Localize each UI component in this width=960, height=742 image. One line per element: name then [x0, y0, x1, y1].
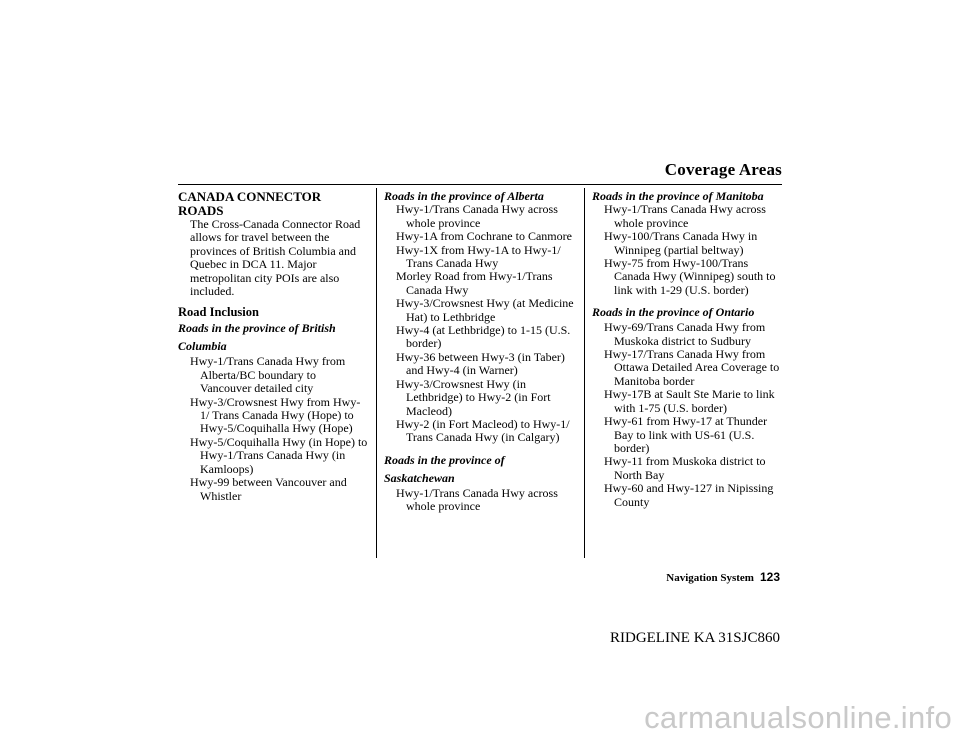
section-heading: CANADA CONNECTOR ROADS	[178, 189, 322, 218]
list-item: Hwy-5/Coquihalla Hwy (in Hope) to Hwy-1/Trans Canada Hwy (in Kamloops)	[190, 434, 368, 476]
road-list-manitoba	[592, 203, 782, 297]
list-item: Hwy-99 between Vancouver and Whistler	[190, 475, 347, 503]
column-divider-right	[584, 188, 585, 558]
road-inclusion-heading: Road Inclusion	[178, 305, 259, 320]
list-item: Hwy-2 (in Fort Macleod) to Hwy-1/ Trans Canada Hwy (in Calgary)	[396, 416, 570, 445]
list-item: Hwy-36 between Hwy-3 (in Taber) and Hwy-4 (in Warner)	[396, 349, 565, 378]
list-item: Hwy-1/Trans Canada Hwy across whole province	[396, 485, 558, 514]
list-item: Hwy-17/Trans Canada Hwy from Ottawa Detailed Area Coverage to Manitoba border	[604, 347, 780, 388]
page-title: Coverage Areas	[664, 160, 782, 179]
column-left	[178, 190, 368, 503]
page-footer	[666, 570, 780, 584]
road-list-british-columbia	[178, 355, 368, 502]
list-item: Hwy-1X from Hwy-1A to Hwy-1/ Trans Canada Hwy	[396, 242, 561, 271]
list-item: Hwy-3/Crowsnest Hwy (in Lethbridge) to Hwy-2 (in Fort Macleod)	[396, 376, 551, 418]
list-item: Hwy-17B at Sault Ste Marie to link with 1-75 (U.S. border)	[604, 387, 775, 415]
footer-section-label: Navigation System	[666, 572, 754, 584]
list-item: Hwy-75 from Hwy-100/Trans Canada Hwy (Winnipeg) south to link with 1-29 (U.S. border)	[604, 256, 776, 297]
watermark-logo: carmanualsonline.info	[644, 700, 952, 735]
intro-paragraph: The Cross-Canada Connector Road allows for travel between the provinces of British Columbia and Quebec in DCA 11. Major metropolitan city POIs are also included.	[190, 217, 361, 299]
road-list-ontario	[592, 321, 782, 509]
list-item: Hwy-1/Trans Canada Hwy across whole province	[396, 202, 558, 230]
column-middle	[384, 190, 576, 514]
road-list-saskatchewan	[384, 487, 576, 514]
road-list-alberta	[384, 203, 576, 444]
list-item: Hwy-69/Trans Canada Hwy from Muskoka district to Sudbury	[604, 320, 766, 348]
region-heading-ontario: Roads in the province of Ontario	[592, 305, 755, 320]
list-item: Hwy-11 from Muskoka district to North Bay	[604, 454, 766, 482]
list-item: Hwy-60 and Hwy-127 in Nipissing County	[604, 481, 774, 509]
document-code: RIDGELINE KA 31SJC860	[609, 630, 780, 646]
region-heading-alberta: Roads in the province of Alberta	[384, 189, 544, 203]
list-item: Hwy-61 from Hwy-17 at Thunder Bay to link with US-61 (U.S. border)	[604, 414, 768, 455]
list-item: Hwy-3/Crowsnest Hwy (at Medicine Hat) to Lethbridge	[396, 296, 574, 324]
region-heading-british-columbia: Roads in the province of British Columbia	[178, 321, 336, 354]
list-item: Hwy-3/Crowsnest Hwy from Hwy-1/ Trans Canada Hwy (Hope) to Hwy-5/Coquihalla Hwy (Hope)	[190, 394, 361, 436]
title-divider	[178, 184, 782, 185]
page-number: 123	[759, 570, 780, 584]
column-right	[592, 190, 782, 509]
region-heading-saskatchewan: Roads in the province of Saskatchewan	[384, 452, 505, 485]
list-item: Hwy-100/Trans Canada Hwy in Winnipeg (partial beltway)	[604, 229, 758, 257]
region-heading-manitoba: Roads in the province of Manitoba	[592, 189, 764, 203]
list-item: Morley Road from Hwy-1/Trans Canada Hwy	[396, 269, 553, 297]
list-item: Hwy-1/Trans Canada Hwy from Alberta/BC boundary to Vancouver detailed city	[190, 354, 346, 396]
list-item: Hwy-4 (at Lethbridge) to 1-15 (U.S. border)	[396, 323, 571, 351]
list-item: Hwy-1A from Cochrane to Canmore	[396, 229, 572, 244]
list-item: Hwy-1/Trans Canada Hwy across whole province	[604, 202, 766, 230]
column-divider-left	[376, 188, 377, 558]
